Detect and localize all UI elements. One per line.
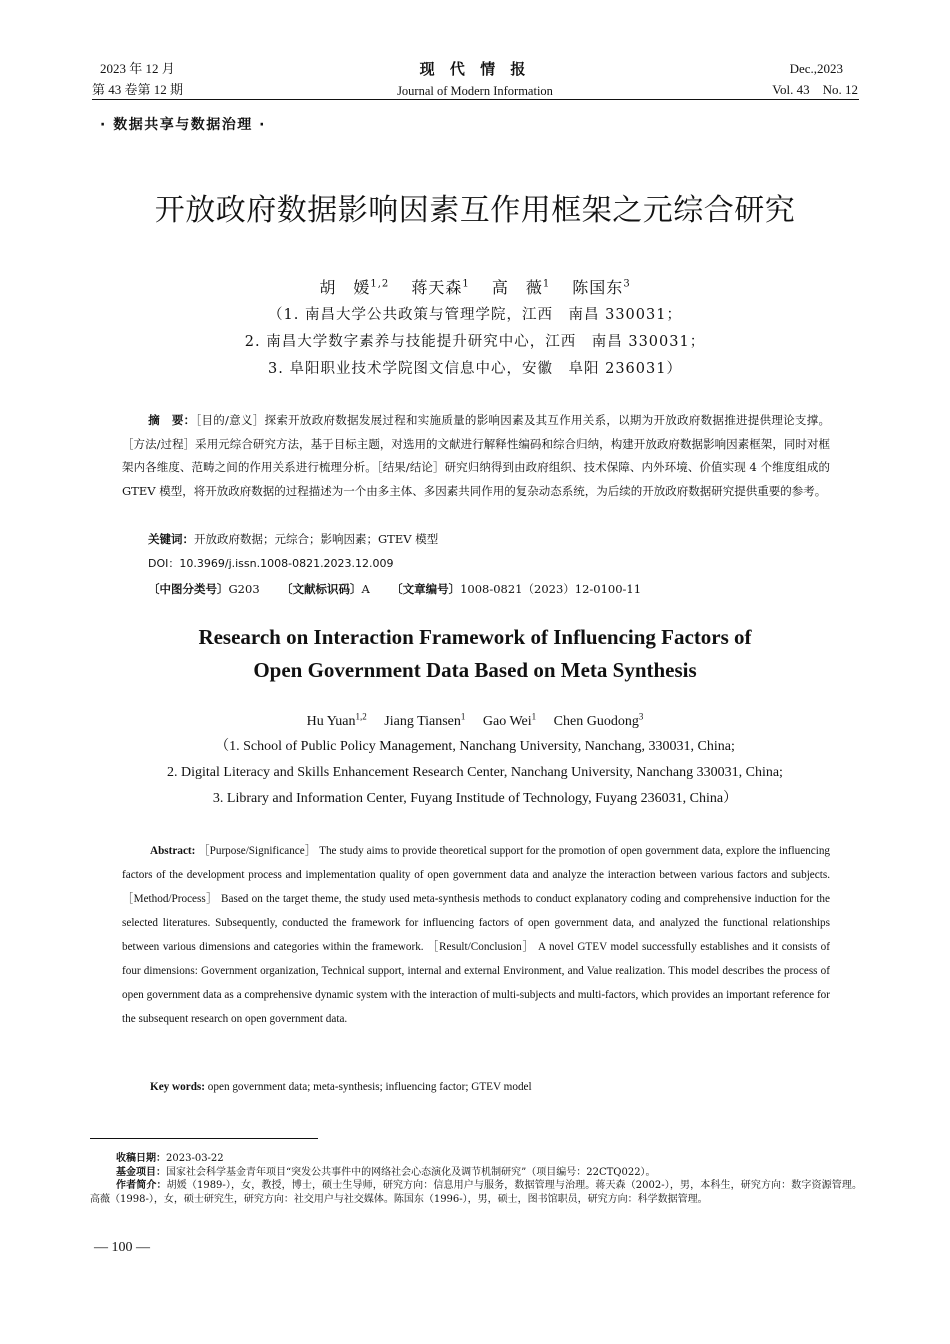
author-cn: 蒋天森$^1$ bbox=[411, 278, 470, 297]
abstract-en-text: ［Purpose/Significance］ The study aims to provide theoretical support for the promotion of open government data, explore the influencing factors of the development process and implementation quality of open government data and analyze the interaction between various factors and subjects. ［Method/Process］ Based on the target theme, the study used meta-synthesis methods to conduct explanatory coding and comprehensive induction for the selected literatures. Subsequently, conducted the framework for influencing factors of open government data, and analyzed the functional relationships between various dimensions and categories within the framework. ［Result/Conclusion］ A novel GTEV model successfully establishes and it consists of four dimensions: Government organization, Technical support, internal and external Environment, and Value realization. This model describes the process of open government data as a comprehensive dynamic system with the interaction of multi-subjects and multi-factors, which provides an important reference for the subsequent research on open government data. bbox=[122, 845, 831, 1025]
keywords-cn bbox=[148, 528, 438, 550]
abstract-en bbox=[122, 839, 830, 1031]
authors-en bbox=[0, 711, 950, 730]
keywords-cn-text: 开放政府数据；元综合；影响因素；GTEV 模型 bbox=[194, 532, 439, 546]
author-en: Hu Yuan$^{1,2}$ bbox=[306, 711, 367, 729]
affiliation-cn-line: 3. 阜阳职业技术学院图文信息中心，安徽 阜阳 236031） bbox=[268, 361, 682, 377]
keywords-en-text: open government data; meta-synthesis; influencing factor; GTEV model bbox=[207, 1081, 532, 1093]
page-number: — 100 — bbox=[94, 1240, 150, 1255]
abstract-en-label: Abstract: bbox=[150, 845, 196, 857]
footnote-received: 收稿日期：2023-03-22 bbox=[116, 1153, 224, 1164]
clc-value: G203 bbox=[228, 582, 260, 596]
author-en: Chen Guodong$^3$ bbox=[553, 711, 644, 729]
affiliations-cn bbox=[0, 302, 950, 383]
author-cn: 陈国东$^3$ bbox=[572, 278, 631, 297]
column-heading: · 数据共享与数据治理 · bbox=[100, 117, 266, 133]
abstract-cn-text: ［目的/意义］探索开放政府数据发展过程和实施质量的影响因素及其互作用关系，以期为开放政府数据推进提供理论支撑。［方法/过程］采用元综合研究方法，基于目标主题，对选用的文献进行解释性编码和综合归纳，构建开放政府数据影响因素框架，同时对框架内各维度、范畴之间的作用关系进行梳理分析。［结果/结论］研究归纳得到由政府组织、技术保障、内外环境、价值实现 4 个维度组成的 GTEV 模型，将开放政府数据的过程描述为一个由多主体、多因素共同作用的复杂动态系统，为后续的开放政府数据研究提供重要的参考。 bbox=[122, 413, 831, 498]
affiliation-cn-line: 2. 南昌大学数字素养与技能提升研究中心，江西 南昌 330031； bbox=[244, 334, 706, 350]
clc-label: 〔中图分类号〕 bbox=[148, 582, 229, 596]
keywords-en-label: Key words: bbox=[150, 1081, 205, 1093]
author-cn: 高 薇$^1$ bbox=[491, 278, 551, 297]
doc-code-label: 〔文献标识码〕 bbox=[280, 582, 362, 596]
header-date-cn: 2023 年 12 月 bbox=[100, 61, 175, 76]
title-cn: 开放政府数据影响因素互作用框架之元综合研究 bbox=[154, 193, 796, 228]
header-rule bbox=[92, 99, 859, 100]
abstract-cn bbox=[122, 409, 830, 503]
keywords-cn-label: 关键词： bbox=[148, 532, 194, 546]
title-en-line: Research on Interaction Framework of Influencing Factors of bbox=[198, 625, 752, 649]
affiliation-cn-line: （1. 南昌大学公共政策与管理学院，江西 南昌 330031； bbox=[268, 307, 682, 323]
footnote-rule bbox=[90, 1138, 318, 1139]
header-volume-cn: 第 43 卷第 12 期 bbox=[92, 82, 184, 97]
classification-line bbox=[148, 578, 641, 600]
journal-name-en: Journal of Modern Information bbox=[397, 84, 553, 98]
authors-cn bbox=[0, 275, 950, 298]
title-en bbox=[0, 621, 950, 687]
author-cn: 胡 媛$^{1,2}$ bbox=[319, 278, 390, 297]
affiliation-en-line: 2. Digital Literacy and Skills Enhancement Research Center, Nanchang University, Nanchang 330031, China; bbox=[167, 765, 783, 780]
article-number-label: 〔文章编号〕 bbox=[391, 582, 461, 596]
affiliation-en-line: （1. School of Public Policy Management, Nanchang University, Nanchang, 330031, China; bbox=[215, 739, 735, 754]
header-volume-en: Vol. 43 No. 12 bbox=[772, 82, 858, 97]
keywords-en bbox=[150, 1081, 532, 1093]
footnotes bbox=[90, 1152, 862, 1206]
doc-code-value: A bbox=[361, 582, 370, 596]
journal-name-cn: 现 代 情 报 bbox=[419, 60, 531, 78]
footnote-bio: 作者简介：胡媛（1989-），女，教授，博士，硕士生导师，研究方向：信息用户与服务，数据管理与治理。蒋天森（2002-），男，本科生，研究方向：数字资源管理。高薇（1998-），女，硕士研究生，研究方向：社交用户与社交媒体。陈国东（1996-），男，硕士，图书馆职员，研究方向：科学数据管理。 bbox=[90, 1180, 863, 1205]
header-date-en: Dec.,2023 bbox=[789, 61, 843, 76]
affiliation-en-line: 3. Library and Information Center, Fuyang Institude of Technology, Fuyang 236031, China） bbox=[212, 791, 738, 806]
abstract-cn-label: 摘 要： bbox=[148, 413, 196, 427]
article-number-value: 1008-0821（2023）12-0100-11 bbox=[460, 582, 642, 596]
title-en-line: Open Government Data Based on Meta Synthesis bbox=[253, 658, 697, 682]
author-en: Gao Wei$^1$ bbox=[482, 711, 537, 729]
footnote-fund: 基金项目：国家社会科学基金青年项目“突发公共事件中的网络社会心态演化及调节机制研究”（项目编号：22CTQ022）。 bbox=[116, 1166, 656, 1178]
author-en: Jiang Tiansen$^1$ bbox=[384, 711, 466, 729]
affiliations-en bbox=[0, 734, 950, 812]
doi: DOI：10.3969/j.issn.1008-0821.2023.12.009 bbox=[148, 557, 394, 570]
